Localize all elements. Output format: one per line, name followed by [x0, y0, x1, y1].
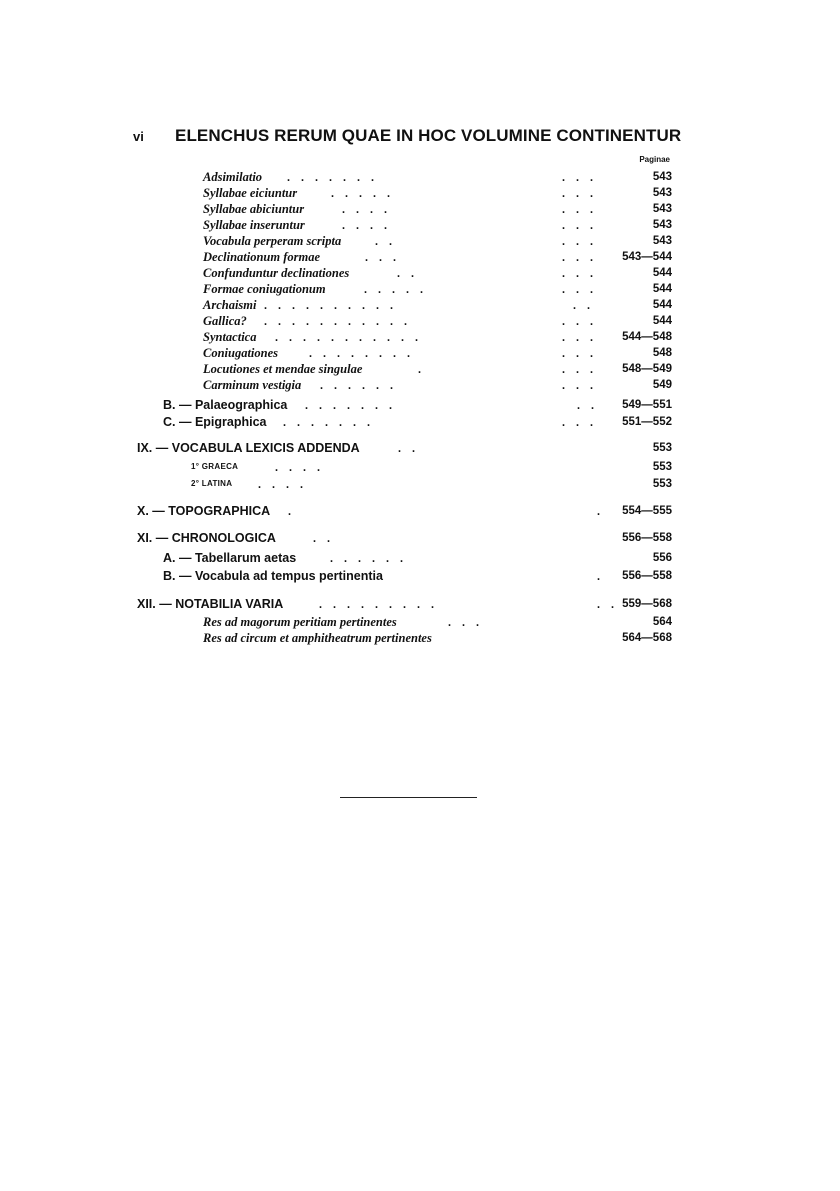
entry-title: Vocabula perperam scripta	[203, 234, 342, 248]
dot-leader-right: .	[597, 569, 604, 583]
dot-leader-right: . .	[597, 597, 618, 611]
dot-leader-right: . . .	[562, 362, 597, 376]
dot-leader: . . . .	[258, 477, 307, 491]
column-heading: Paginae	[639, 155, 670, 164]
dot-leader: . .	[313, 531, 334, 545]
entry-title: Adsimilatio	[203, 170, 263, 184]
entry-title: Formae coniugationum	[203, 282, 326, 296]
page-range: 543	[652, 219, 672, 231]
entry-title: Carminum vestigia	[203, 378, 302, 392]
page-range: 564	[652, 616, 672, 628]
end-rule	[340, 797, 477, 798]
entry-title: 1° GRAECA	[191, 462, 239, 471]
dot-leader: . . . . . . . .	[309, 346, 414, 360]
dot-leader: . . .	[365, 250, 400, 264]
page-range: 543	[652, 203, 672, 215]
page-range: 553	[652, 478, 672, 490]
dot-leader: . .	[397, 266, 418, 280]
dot-leader-right: .	[597, 504, 604, 518]
entry-title: Declinationum formae	[203, 250, 321, 264]
toc-entry	[0, 476, 840, 492]
page-range: 548—549	[622, 363, 672, 375]
entry-title: C. — Epigraphica	[163, 415, 267, 429]
page-range: 543—544	[622, 251, 672, 263]
toc-entry	[0, 281, 840, 297]
dot-leader-right: . . .	[562, 202, 597, 216]
dot-leader: .	[418, 362, 425, 376]
page-range: 564—568	[622, 632, 672, 644]
dot-leader-right: . . .	[562, 250, 597, 264]
dot-leader-right: . . .	[562, 170, 597, 184]
page-range: 543	[652, 171, 672, 183]
dot-leader-right: . . .	[562, 415, 597, 429]
section-title: IX. — VOCABULA LEXICIS ADDENDA	[137, 441, 360, 455]
dot-leader: . .	[398, 441, 419, 455]
running-header	[133, 126, 682, 150]
dot-leader: . . . . . . . . . . .	[275, 330, 422, 344]
entry-title: B. — Vocabula ad tempus pertinentia	[163, 569, 383, 583]
dot-leader-right: . . .	[562, 282, 597, 296]
dot-leader: . . . . . . . . . . .	[264, 314, 411, 328]
toc-entry	[0, 169, 840, 185]
entry-title: Locutiones et mendae singulae	[203, 362, 363, 376]
toc-entry	[0, 249, 840, 265]
page-range: 549	[652, 379, 672, 391]
toc-entry	[0, 459, 840, 475]
page-range: 556	[652, 552, 672, 564]
dot-leader-right: . . .	[562, 346, 597, 360]
toc-entry	[0, 201, 840, 217]
dot-leader-right: . . .	[562, 186, 597, 200]
dot-leader: . . . . . .	[320, 378, 397, 392]
toc-entry	[0, 361, 840, 377]
dot-leader: . . . . . . .	[287, 170, 378, 184]
dot-leader: . . . . . .	[330, 551, 407, 565]
dot-leader: . . . .	[342, 218, 391, 232]
entry-title: Res ad magorum peritiam pertinentes	[203, 615, 397, 629]
entry-title: Gallica?	[203, 314, 247, 328]
dot-leader-right: . . .	[562, 234, 597, 248]
dot-leader-right: . . .	[562, 218, 597, 232]
toc-entry	[0, 265, 840, 281]
dot-leader: . . . . .	[331, 186, 394, 200]
dot-leader: .	[288, 504, 295, 518]
dot-leader-right: . . .	[562, 314, 597, 328]
page-range: 544—548	[622, 331, 672, 343]
dot-leader-right: . . .	[562, 266, 597, 280]
page-range: 556—558	[622, 532, 672, 544]
toc-entry	[0, 614, 840, 630]
entry-title: 2° LATINA	[191, 479, 233, 488]
toc-entry	[0, 630, 840, 646]
toc-entry	[0, 185, 840, 201]
toc-entry	[0, 397, 840, 413]
toc-section	[0, 503, 840, 519]
entry-title: Syllabae abiciuntur	[203, 202, 305, 216]
page-range: 544	[652, 267, 672, 279]
toc-section	[0, 440, 840, 456]
page-range: 543	[652, 187, 672, 199]
entry-title: Confunduntur declinationes	[203, 266, 350, 280]
page-range: 559—568	[622, 598, 672, 610]
page-range: 543	[652, 235, 672, 247]
entry-title: Archaismi	[203, 298, 257, 312]
entry-title: Res ad circum et amphitheatrum pertinentes	[203, 631, 432, 645]
dot-leader: . . . .	[275, 460, 324, 474]
toc-entry	[0, 345, 840, 361]
page-range: 548	[652, 347, 672, 359]
entry-title: Coniugationes	[203, 346, 279, 360]
page-range: 544	[652, 299, 672, 311]
toc-entry	[0, 297, 840, 313]
toc-entry	[0, 568, 840, 584]
page-range: 556—558	[622, 570, 672, 582]
page-range: 553	[652, 461, 672, 473]
section-title: XII. — NOTABILIA VARIA	[137, 597, 284, 611]
entry-title: A. — Tabellarum aetas	[163, 551, 297, 565]
entry-title: Syllabae eiciuntur	[203, 186, 298, 200]
page-range: 553	[652, 442, 672, 454]
section-title: X. — TOPOGRAPHICA	[137, 504, 271, 518]
toc-entry	[0, 329, 840, 345]
page-range: 544	[652, 283, 672, 295]
dot-leader: . . .	[448, 615, 483, 629]
section-title: XI. — CHRONOLOGICA	[137, 531, 276, 545]
entry-title: Syntactica	[203, 330, 257, 344]
dot-leader: . . . .	[342, 202, 391, 216]
toc-entry	[0, 233, 840, 249]
dot-leader: . . . . . . .	[305, 398, 396, 412]
page-range: 544	[652, 315, 672, 327]
dot-leader-right: . .	[573, 298, 594, 312]
toc-entry	[0, 414, 840, 430]
running-title: ELENCHUS RERUM QUAE IN HOC VOLUMINE CONTINENTUR	[175, 126, 682, 145]
dot-leader: . .	[375, 234, 396, 248]
toc-section	[0, 596, 840, 612]
entry-title: B. — Palaeographica	[163, 398, 288, 412]
toc-entry	[0, 217, 840, 233]
page-range: 554—555	[622, 505, 672, 517]
dot-leader: . . . . .	[364, 282, 427, 296]
dot-leader: . . . . . . . . .	[319, 597, 438, 611]
dot-leader-right: . . .	[562, 330, 597, 344]
dot-leader: . . . . . . . . . .	[264, 298, 397, 312]
dot-leader-right: . .	[577, 398, 598, 412]
entry-title: Syllabae inseruntur	[203, 218, 305, 232]
page-range: 551—552	[622, 416, 672, 428]
toc-entry	[0, 550, 840, 566]
page-number: vi	[133, 129, 144, 144]
toc-entry	[0, 377, 840, 393]
dot-leader-right: . . .	[562, 378, 597, 392]
toc-section	[0, 530, 840, 546]
toc-entry	[0, 313, 840, 329]
dot-leader: . . . . . . .	[283, 415, 374, 429]
page-range: 549—551	[622, 399, 672, 411]
